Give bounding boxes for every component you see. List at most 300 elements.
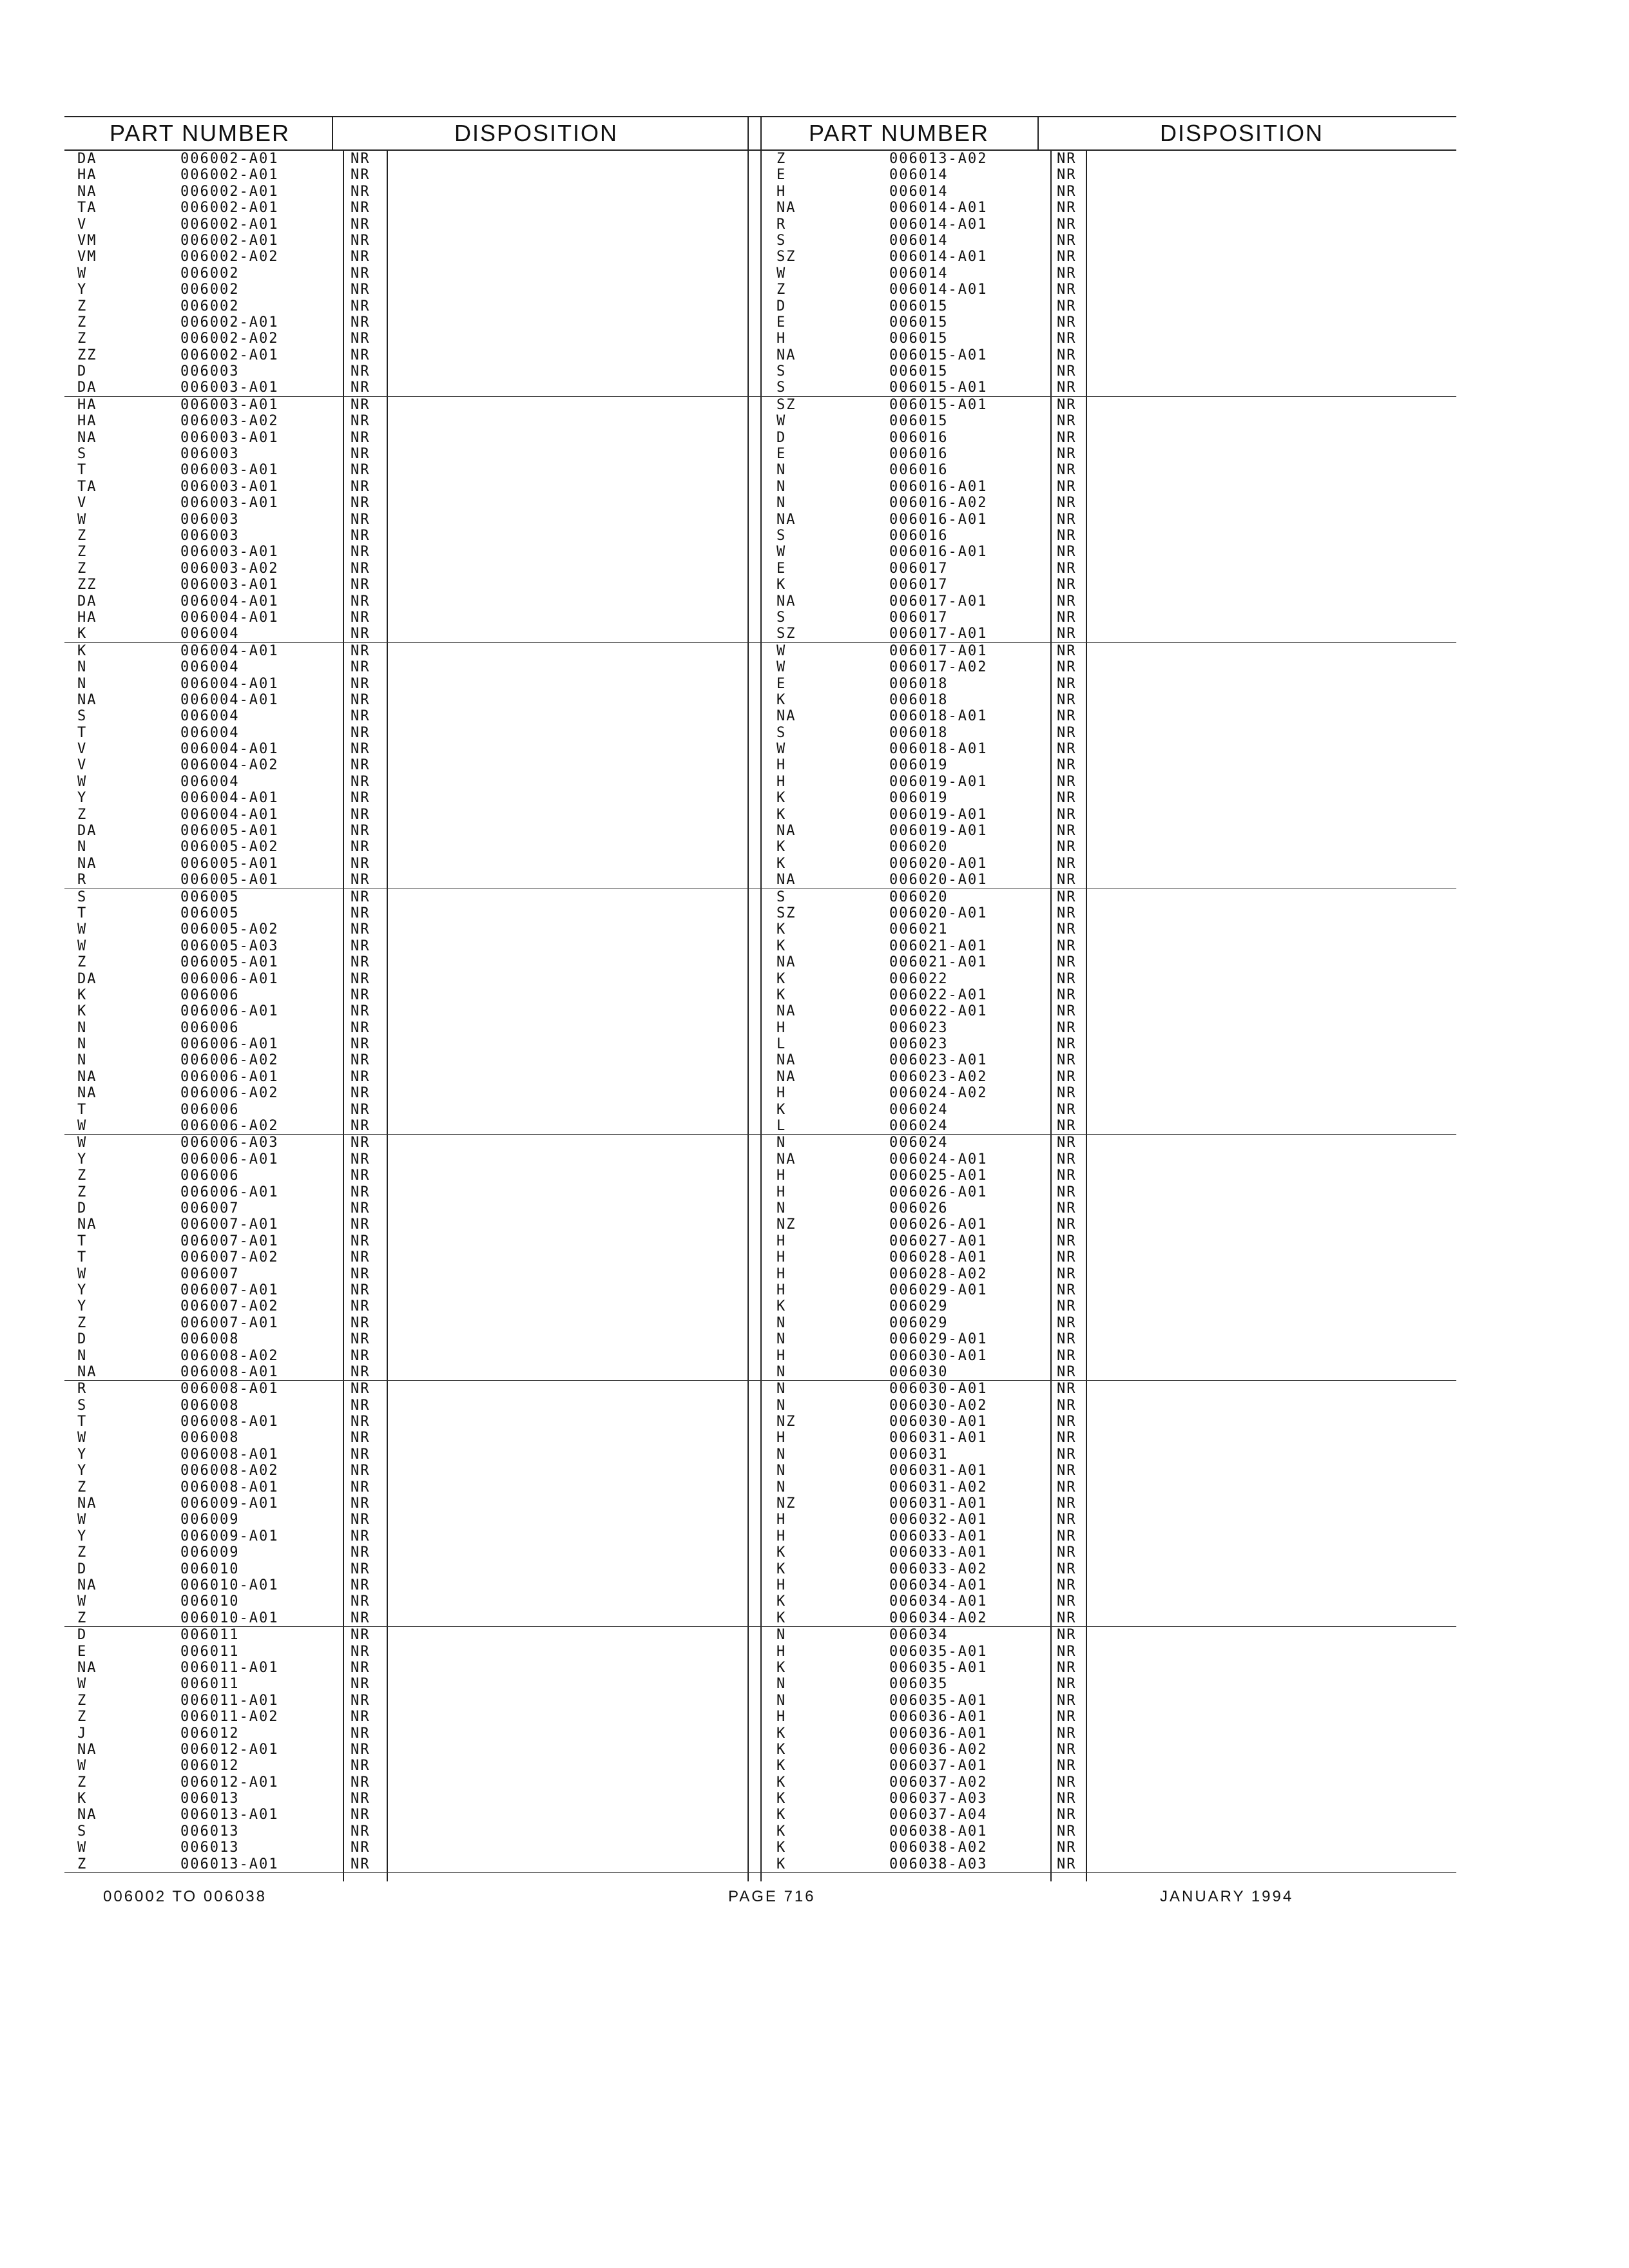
disposition-cell: NR [1057,1463,1077,1479]
table-row [760,462,1456,478]
disposition-cell: NR [1057,1446,1077,1463]
part-number-cell: 006016-A01 [889,544,988,561]
disposition-heading: DISPOSITION [454,120,619,146]
table-row [760,528,1456,544]
model-code-cell: K [776,970,787,987]
model-code-cell: W [77,1135,88,1151]
part-number-cell: 006004-A01 [180,642,279,659]
table-row [64,1856,780,1873]
model-code-cell: Z [77,954,88,971]
model-code-cell: E [776,314,787,331]
part-number-cell: 006031-A02 [889,1479,988,1495]
part-number-cell: 006003-A01 [180,462,279,479]
disposition-cell: NR [351,314,371,331]
part-number-cell: 006003-A01 [180,380,279,396]
table-row [760,1398,1456,1414]
part-number-cell: 006005 [180,905,240,921]
model-code-cell: W [77,937,88,954]
part-number-cell: 006016 [889,527,949,544]
part-number-cell: 006014-A01 [889,216,988,233]
part-number-cell: 006006 [180,986,240,1003]
model-code-cell: TA [77,200,97,216]
disposition-cell: NR [351,691,371,708]
model-code-cell: H [776,1282,787,1298]
model-code-cell: NZ [776,1495,796,1512]
part-number-cell: 006008 [180,1430,240,1446]
table-row [760,1644,1456,1660]
model-code-cell: SZ [776,396,796,413]
part-number-cell: 006012-A01 [180,1774,279,1791]
table-row [64,184,780,200]
table-row [760,380,1456,396]
disposition-cell: NR [1057,659,1077,676]
part-number-cell: 006007 [180,1265,240,1282]
table-row [760,1233,1456,1249]
model-code-cell: H [776,1528,787,1544]
part-number-cell: 006012-A01 [180,1741,279,1758]
part-number-cell: 006015-A01 [889,396,988,413]
model-code-cell: SZ [776,249,796,265]
model-code-cell: T [77,1101,88,1118]
disposition-cell: NR [1057,937,1077,954]
part-number-cell: 006002 [180,298,240,314]
model-code-cell: Z [77,331,88,347]
disposition-cell: NR [351,1692,371,1709]
disposition-cell: NR [351,1282,371,1298]
part-number-cell: 006013 [180,1840,240,1856]
model-code-cell: N [77,1019,88,1036]
disposition-cell: NR [1057,1856,1077,1872]
disposition-cell: NR [1057,1200,1077,1216]
table-row [64,692,780,708]
table-row [64,1233,780,1249]
model-code-cell: DA [77,970,97,987]
table-row [64,1544,780,1561]
part-number-cell: 006018 [889,691,949,708]
disposition-cell: NR [1057,413,1077,430]
disposition-cell: NR [351,282,371,298]
model-code-cell: S [77,708,88,725]
model-code-cell: W [77,265,88,282]
disposition-cell: NR [1057,265,1077,282]
part-number-cell: 006037-A04 [889,1807,988,1823]
table-row [760,1512,1456,1528]
table-row [760,643,1456,659]
table-row [64,921,780,937]
part-number-cell: 006002-A01 [180,314,279,331]
model-code-cell: T [77,724,88,741]
table-row [760,561,1456,577]
disposition-cell: NR [1057,741,1077,758]
part-number-cell: 006015 [889,298,949,314]
model-code-cell: NA [77,183,97,200]
model-code-cell: Z [77,527,88,544]
disposition-cell: NR [1057,1725,1077,1742]
disposition-cell: NR [1057,986,1077,1003]
right-table [760,116,1456,1881]
disposition-cell: NR [351,1363,371,1380]
model-code-cell: H [776,1512,787,1528]
model-code-cell: VM [77,232,97,249]
model-code-cell: N [776,1314,787,1331]
model-code-cell: K [776,1561,787,1577]
disposition-cell: NR [351,1233,371,1249]
disposition-cell: NR [351,1347,371,1364]
table-row [64,1216,780,1233]
table-row [64,1364,780,1381]
disposition-cell: NR [351,527,371,544]
table-row [64,708,780,724]
model-code-cell: N [77,839,88,856]
disposition-cell: NR [1057,1019,1077,1036]
table-row [760,1085,1456,1101]
table-row [64,1660,780,1676]
part-number-cell: 006023-A01 [889,1052,988,1069]
model-code-cell: N [776,1200,787,1216]
model-code-cell: K [776,790,787,807]
model-code-cell: VM [77,249,97,265]
part-number-cell: 006005-A03 [180,937,279,954]
part-number-cell: 006023-A02 [889,1068,988,1085]
disposition-cell: NR [351,1577,371,1593]
part-number-cell: 006030 [889,1363,949,1380]
model-code-cell: L [776,1118,787,1135]
model-code-cell: N [776,1363,787,1380]
model-code-cell: Z [77,1709,88,1725]
disposition-cell: NR [351,1381,371,1398]
model-code-cell: H [776,1577,787,1593]
model-code-cell: Y [77,790,88,807]
model-code-cell: SZ [776,626,796,642]
part-number-cell: 006035-A01 [889,1692,988,1709]
part-number-cell: 006006-A01 [180,1068,279,1085]
disposition-cell: NR [1057,1381,1077,1398]
disposition-cell: NR [351,1758,371,1774]
part-number-cell: 006026-A01 [889,1216,988,1233]
table-row [760,626,1456,642]
part-number-cell: 006020-A01 [889,855,988,872]
part-number-cell: 006004-A02 [180,757,279,774]
table-row [760,1479,1456,1495]
table-row [760,954,1456,970]
part-number-cell: 006006-A01 [180,1151,279,1168]
model-code-cell: W [77,1758,88,1774]
model-code-cell: Y [77,1298,88,1315]
disposition-cell: NR [351,1118,371,1135]
disposition-cell: NR [351,790,371,807]
model-code-cell: W [776,659,787,676]
disposition-cell: NR [351,1397,371,1414]
disposition-cell: NR [351,396,371,413]
model-code-cell: Z [77,298,88,314]
part-number-cell: 006002 [180,282,240,298]
table-row [760,265,1456,282]
table-row [64,610,780,626]
model-code-cell: K [776,839,787,856]
part-number-cell: 006020 [889,889,949,905]
table-row [760,1709,1456,1725]
disposition-cell: NR [1057,1774,1077,1791]
part-number-cell: 006004 [180,708,240,725]
model-code-cell: D [77,363,88,380]
disposition-cell: NR [1057,609,1077,626]
table-row [760,1151,1456,1168]
disposition-cell: NR [1057,216,1077,233]
part-number-cell: 006016 [889,462,949,479]
table-row [760,676,1456,692]
model-code-cell: NA [776,954,796,971]
disposition-cell: NR [351,478,371,495]
part-number-cell: 006002-A01 [180,151,279,167]
model-code-cell: NA [776,593,796,610]
table-row [64,1758,780,1774]
table-row [760,1364,1456,1381]
table-row [64,1807,780,1823]
table-row [64,495,780,511]
table-row [760,446,1456,462]
part-number-cell: 006004-A01 [180,609,279,626]
part-number-cell: 006010 [180,1593,240,1610]
table-row [760,905,1456,921]
disposition-cell: NR [1057,970,1077,987]
table-row [64,1644,780,1660]
model-code-cell: W [776,544,787,561]
table-row [760,1610,1456,1627]
disposition-cell: NR [351,1331,371,1348]
disposition-cell: NR [1057,1823,1077,1840]
table-row [760,823,1456,839]
model-code-cell: NA [776,511,796,528]
model-code-cell: K [776,577,787,593]
model-code-cell: V [77,741,88,758]
model-code-cell: ZZ [77,577,97,593]
table-row [64,1282,780,1298]
model-code-cell: V [77,216,88,233]
part-number-cell: 006038-A02 [889,1840,988,1856]
table-row [760,1020,1456,1036]
disposition-cell: NR [1057,511,1077,528]
table-row [760,839,1456,855]
part-number-cell: 006024 [889,1101,949,1118]
part-number-cell: 006022 [889,970,949,987]
model-code-cell: DA [77,823,97,840]
part-number-cell: 006024 [889,1135,949,1151]
model-code-cell: H [776,1430,787,1446]
model-code-cell: HA [77,167,97,184]
model-code-cell: K [776,1610,787,1626]
table-row [64,1151,780,1168]
part-number-cell: 006008-A01 [180,1446,279,1463]
part-number-cell: 006007-A01 [180,1314,279,1331]
part-number-cell: 006033-A02 [889,1561,988,1577]
table-row [64,1528,780,1544]
disposition-cell: NR [1057,1741,1077,1758]
disposition-cell: NR [1057,1331,1077,1348]
part-number-cell: 006029-A01 [889,1282,988,1298]
model-code-cell: N [776,1381,787,1398]
model-code-cell: Y [77,1446,88,1463]
disposition-cell: NR [351,1512,371,1528]
model-code-cell: Z [77,314,88,331]
part-number-cell: 006006-A02 [180,1052,279,1069]
model-code-cell: NZ [776,1216,796,1233]
model-code-cell: NA [77,1659,97,1676]
disposition-cell: NR [1057,1840,1077,1856]
table-row [64,1102,780,1118]
disposition-cell: NR [1057,626,1077,642]
part-number-cell: 006028-A02 [889,1265,988,1282]
disposition-cell: NR [1057,1363,1077,1380]
disposition-cell: NR [1057,1676,1077,1693]
disposition-cell: NR [1057,446,1077,463]
table-row [64,167,780,183]
disposition-cell: NR [351,577,371,593]
disposition-cell: NR [1057,675,1077,692]
part-number-cell: 006011 [180,1643,240,1660]
disposition-cell: NR [1057,1036,1077,1053]
table-row [64,479,780,495]
part-number-cell: 006011-A02 [180,1709,279,1725]
part-number-cell: 006008-A01 [180,1381,279,1398]
table-row [64,1742,780,1758]
model-code-cell: T [77,462,88,479]
table-row [64,1069,780,1085]
table-row [760,987,1456,1003]
part-number-cell: 006024-A02 [889,1085,988,1102]
disposition-cell: NR [351,167,371,184]
model-code-cell: N [776,1135,787,1151]
part-number-cell: 006017-A02 [889,659,988,676]
disposition-cell: NR [1057,1512,1077,1528]
model-code-cell: E [776,446,787,463]
part-number-cell: 006017 [889,560,949,577]
part-number-cell: 006034-A01 [889,1593,988,1610]
model-code-cell: NA [77,855,97,872]
part-number-cell: 006018 [889,724,949,741]
table-row [760,708,1456,724]
part-number-cell: 006030-A01 [889,1381,988,1398]
table-row [760,1725,1456,1742]
table-row [64,938,780,954]
model-code-cell: NA [77,1216,97,1233]
model-code-cell: N [776,1479,787,1495]
table-row [64,1512,780,1528]
disposition-cell: NR [1057,1151,1077,1168]
model-code-cell: NA [776,1052,796,1069]
table-row [760,1036,1456,1052]
model-code-cell: E [776,560,787,577]
table-row [760,1069,1456,1085]
part-number-cell: 006016-A01 [889,511,988,528]
disposition-cell: NR [351,757,371,774]
model-code-cell: H [776,1168,787,1184]
table-row [64,1331,780,1347]
model-code-cell: H [776,183,787,200]
table-row [760,200,1456,216]
model-code-cell: Z [77,806,88,823]
part-number-cell: 006036-A01 [889,1725,988,1742]
disposition-cell: NR [1057,790,1077,807]
disposition-cell: NR [1057,773,1077,790]
model-code-cell: K [776,1741,787,1758]
table-row [760,790,1456,806]
table-row [760,1774,1456,1791]
table-row [760,314,1456,331]
part-number-cell: 006012 [180,1725,240,1742]
table-row [760,872,1456,889]
model-code-cell: NA [776,1068,796,1085]
part-number-cell: 006003-A01 [180,495,279,512]
part-number-cell: 006011 [180,1676,240,1693]
part-number-cell: 006022-A01 [889,1003,988,1020]
table-row [760,1791,1456,1807]
disposition-cell: NR [351,446,371,463]
model-code-cell: N [776,1463,787,1479]
disposition-cell: NR [1057,1495,1077,1512]
table-row [760,1414,1456,1430]
disposition-cell: NR [351,265,371,282]
part-number-cell: 006017-A01 [889,626,988,642]
model-code-cell: NA [77,1577,97,1593]
part-number-cell: 006025-A01 [889,1168,988,1184]
table-row [64,741,780,757]
part-number-cell: 006011 [180,1627,240,1644]
table-row [760,610,1456,626]
table-row [64,331,780,347]
table-row [64,265,780,282]
table-row [64,1610,780,1627]
model-code-cell: NA [77,1085,97,1102]
table-row [64,839,780,855]
model-code-cell: Z [77,1184,88,1200]
disposition-cell: NR [1057,724,1077,741]
disposition-cell: NR [1057,478,1077,495]
disposition-cell: NR [351,1414,371,1430]
part-number-cell: 006019-A01 [889,773,988,790]
disposition-cell: NR [1057,1135,1077,1151]
table-row [64,1676,780,1692]
part-number-cell: 006007-A01 [180,1282,279,1298]
model-code-cell: K [776,1659,787,1676]
model-code-cell: S [776,724,787,741]
part-number-cell: 006030-A01 [889,1347,988,1364]
part-number-cell: 006015 [889,363,949,380]
part-number-cell: 006005-A01 [180,954,279,971]
disposition-cell: NR [351,1823,371,1840]
table-row [64,1398,780,1414]
table-row [760,216,1456,233]
model-code-cell: E [77,1643,88,1660]
part-number-cell: 006014 [889,232,949,249]
disposition-cell: NR [1057,1692,1077,1709]
disposition-cell: NR [1057,855,1077,872]
table-row [760,512,1456,528]
part-number-cell: 006017 [889,609,949,626]
model-code-cell: K [776,806,787,823]
table-row [64,593,780,610]
table-row [64,430,780,446]
disposition-cell: NR [1057,232,1077,249]
model-code-cell: N [77,1036,88,1053]
part-number-cell: 006017-A01 [889,593,988,610]
part-number-cell: 006006-A01 [180,1003,279,1020]
table-row [760,544,1456,560]
part-number-cell: 006034-A02 [889,1610,988,1626]
disposition-cell: NR [1057,1709,1077,1725]
model-code-cell: W [77,1676,88,1693]
table-row [64,1463,780,1479]
model-code-cell: Z [77,560,88,577]
